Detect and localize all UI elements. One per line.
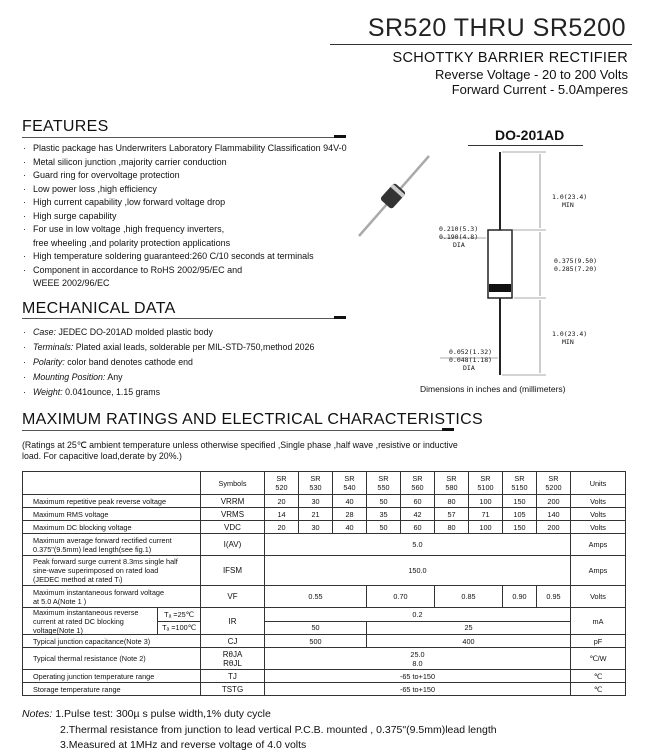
dimensions-caption: Dimensions in inches and (millimeters) <box>420 384 566 394</box>
part-header: SR 580 <box>435 472 469 495</box>
table-row-ifsm: Peak forward surge current 8.3ms single half sine-wave superimposed on rated load (JEDEC method at rated Tₗ) IFSM 150.0 Amps <box>23 556 626 586</box>
cathode-band-outline <box>489 284 511 292</box>
ratings-table <box>22 471 626 696</box>
dim-body-length: 0.375(9.50) 0.285(7.20) <box>554 257 598 273</box>
feature-item: · High current capability ,low forward voltage drop <box>23 197 226 207</box>
table-row-tstg: Storage temperature range TSTG -65 to+150 ℃ <box>23 683 626 696</box>
features-heading: FEATURES <box>22 118 109 135</box>
note-2: 2.Thermal resistance from junction to lead vertical P.C.B. mounted , 0.375"(9.5mm)lead length <box>60 723 497 736</box>
mech-item-terminals: · Terminals: Plated axial leads, solderable per MIL-STD-750,method 2026 <box>23 342 315 352</box>
part-header: SR 520 <box>265 472 299 495</box>
part-header: SR 5100 <box>469 472 503 495</box>
forward-current-spec: Forward Current - 5.0Amperes <box>451 82 628 97</box>
feature-item: · Low power loss ,high efficiency <box>23 183 157 194</box>
table-row-iav: Maximum average forward rectified current 0.375"(9.5mm) lead length(see fig.1) I(AV) 5.0 Amps <box>23 534 626 556</box>
feature-item: · Metal silicon junction ,majority carrier conduction <box>23 156 227 167</box>
features-rule-end <box>334 135 346 138</box>
part-header: SR 5150 <box>503 472 537 495</box>
part-range-title: SR520 THRU SR5200 <box>367 14 626 42</box>
package-name-rule <box>468 145 583 146</box>
ratings-rule-end <box>442 428 454 431</box>
note-1: Notes: 1.Pulse test: 300µ s pulse width,1% duty cycle <box>22 708 271 720</box>
mechanical-list <box>22 325 314 400</box>
mechanical-rule-end <box>334 316 346 319</box>
symbols-header: Symbols <box>201 472 265 495</box>
dim-lead-diameter: 0.052(1.32) 0.048(1.18) DIA <box>449 348 493 372</box>
features-rule <box>22 137 334 138</box>
table-row-tj: Operating junction temperature range TJ -65 to+150 ℃ <box>23 670 626 683</box>
table-row-cj: Typical junction capacitance(Note 3) CJ 500 400 pF <box>23 635 626 648</box>
table-row-ir-25: Maximum instantaneous reverse current at rated DC blocking voltage(Note 1) Tₐ =25℃ Tₐ =100℃ IR 0.2 mA <box>23 608 626 622</box>
feature-item-continued: free wheeling ,and polarity protection applications <box>33 237 231 248</box>
table-row-vrrm: Maximum repetitive peak reverse voltage VRRM 20 30 40 50 60 80 100 150 200 Volts <box>23 495 626 508</box>
features-list <box>22 142 347 291</box>
diode-photo <box>355 150 435 240</box>
mech-item-polarity: · Polarity: color band denotes cathode end <box>23 357 193 367</box>
table-row-vdc: Maximum DC blocking voltage VDC 20 30 40 50 60 80 100 150 200 Volts <box>23 521 626 534</box>
feature-item-continued: WEEE 2002/96/EC <box>33 278 110 288</box>
feature-item: · High surge capability <box>23 210 117 221</box>
dim-bottom-lead: 1.0(23.4) MIN <box>552 330 588 346</box>
mech-item-case: · Case: JEDEC DO-201AD molded plastic body <box>23 327 213 337</box>
table-row-vf: Maximum instantaneous forward voltage at 5.0 A(Note 1 ) VF 0.55 0.70 0.85 0.90 0.95 Volts <box>23 586 626 608</box>
table-header-row <box>23 472 626 495</box>
ratings-rule <box>22 430 442 431</box>
part-header: SR 550 <box>367 472 401 495</box>
mech-item-mounting: · Mounting Position: Any <box>23 372 123 382</box>
mechanical-heading: MECHANICAL DATA <box>22 300 176 317</box>
ratings-heading: MAXIMUM RATINGS AND ELECTRICAL CHARACTERISTICS <box>22 411 483 428</box>
device-type: SCHOTTKY BARRIER RECTIFIER <box>392 50 628 66</box>
ratings-conditions: (Ratings at 25℃ ambient temperature unless otherwise specified ,Single phase ,half wave ,resistive or inductive load. For capacitive load,derate by 20%.) <box>22 440 458 461</box>
table-row-ir-100: 50 25 <box>23 621 626 635</box>
feature-item: · High temperature soldering guaranteed:260 C/10 seconds at terminals <box>23 251 314 261</box>
part-header: SR 560 <box>401 472 435 495</box>
feature-item: · Component in accordance to RoHS 2002/95/EC and <box>23 264 243 275</box>
mechanical-rule <box>22 318 334 319</box>
notes-block <box>22 707 497 754</box>
part-header: SR 5200 <box>537 472 571 495</box>
part-header: SR 540 <box>333 472 367 495</box>
header-rule <box>330 44 632 45</box>
table-row-vrms: Maximum RMS voltage VRMS 14 21 28 35 42 57 71 105 140 Volts <box>23 508 626 521</box>
table-row-thermal: Typical thermal resistance (Note 2) RθJA RθJL 25.0 8.0 ℃/W <box>23 648 626 670</box>
mech-item-weight: · Weight: 0.041ounce, 1.15 grams <box>23 387 161 397</box>
feature-item: · Plastic package has Underwriters Laboratory Flammability Classification 94V-0 <box>23 143 347 153</box>
feature-item: · For use in low voltage ,high frequency inverters, <box>23 224 225 234</box>
reverse-voltage-spec: Reverse Voltage - 20 to 200 Volts <box>435 67 628 82</box>
dim-body-diameter: 0.210(5.3) 0.190(4.8) DIA <box>439 225 479 249</box>
note-3: 3.Measured at 1MHz and reverse voltage of 4.0 volts <box>60 739 307 751</box>
feature-item: · Guard ring for overvoltage protection <box>23 170 180 180</box>
units-header: Units <box>571 472 626 495</box>
part-header: SR 530 <box>299 472 333 495</box>
dim-top-lead: 1.0(23.4) MIN <box>552 193 588 209</box>
package-name: DO-201AD <box>495 127 565 143</box>
